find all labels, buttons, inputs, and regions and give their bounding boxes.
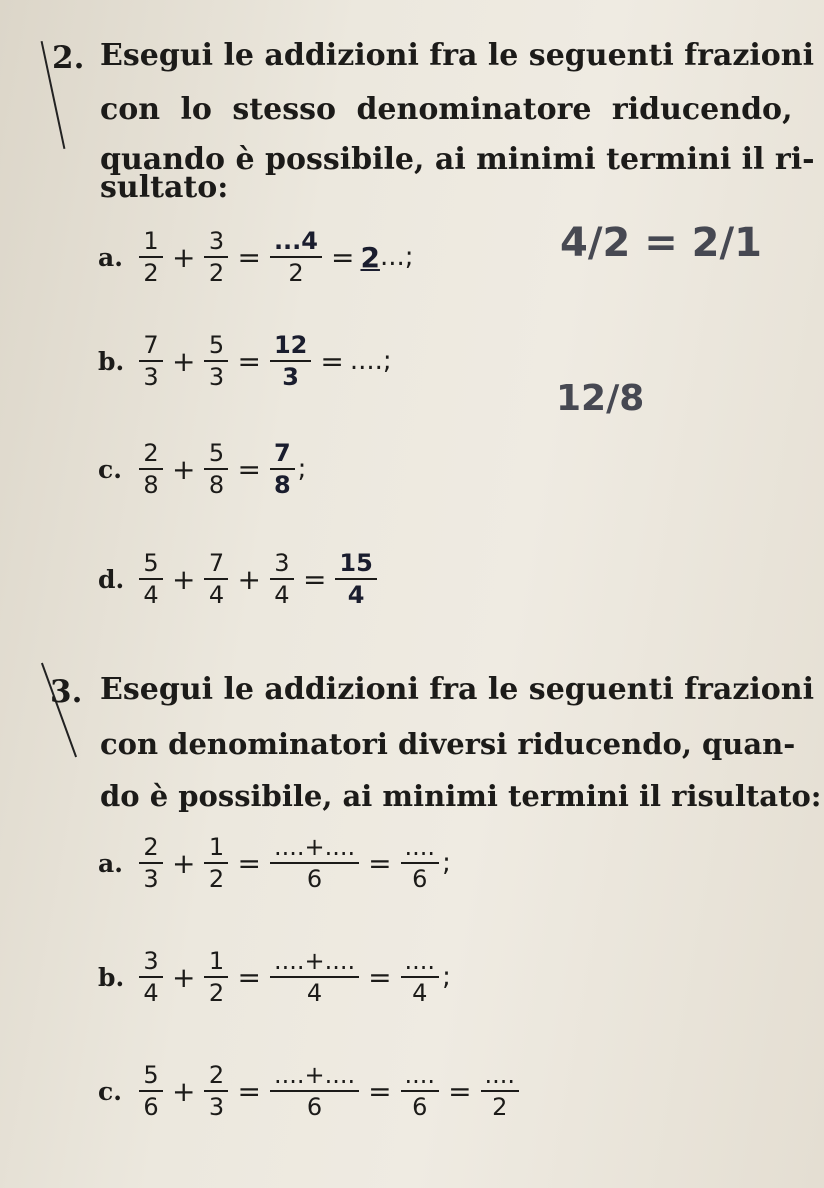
exercise-3-line-3: do è possibile, ai minimi termini il risultato: (100, 779, 822, 813)
fraction: $\frac{2}{3}$ (204, 1060, 228, 1122)
exercise-2-item-b: b. $\frac{7}{3}$ + $\frac{5}{3}$ = $\frac{12}{3}$ = ....; (98, 331, 392, 391)
exercise-3-item-b: b. $\frac{3}{4}$ + $\frac{1}{2}$ = $\frac{....+....}{4}$ = $\frac{....}{4}$ ; (98, 947, 451, 1007)
exercise-2-line-3: quando è possibile, ai minimi termini il ri- (100, 142, 815, 177)
item-label: d. (98, 564, 125, 594)
fraction: $\frac{2}{3}$ (139, 832, 163, 894)
answer-fraction[interactable]: $\frac{....}{6}$ (401, 832, 440, 894)
exercise-3-item-c: c. $\frac{5}{6}$ + $\frac{2}{3}$ = $\frac{....+....}{6}$ = $\frac{....}{6}$ = $\frac{....}{2}$ (98, 1060, 522, 1122)
exercise-2-item-d: d. $\frac{5}{4}$ + $\frac{7}{4}$ + $\frac{3}{4}$ = $\frac{15}{4}$ (98, 548, 380, 610)
fraction: $\frac{5}{3}$ (204, 330, 228, 392)
exercise-2-line-4: sultato: (100, 170, 229, 205)
answer-fraction[interactable]: $\frac{....}{2}$ (481, 1060, 520, 1122)
answer-blank[interactable]: ....; (349, 346, 392, 376)
item-label: c. (98, 454, 122, 484)
answer-fraction[interactable]: $\frac{12}{3}$ (270, 330, 311, 392)
fraction: $\frac{3}{4}$ (270, 548, 294, 610)
item-label: b. (98, 346, 125, 376)
item-label: c. (98, 1076, 122, 1106)
fraction: $\frac{1}{2}$ (204, 946, 228, 1008)
answer-fraction[interactable]: $\frac{....}{6}$ (401, 1060, 440, 1122)
exercise-3-item-a: a. $\frac{2}{3}$ + $\frac{1}{2}$ = $\frac{....+....}{6}$ = $\frac{....}{6}$ ; (98, 833, 451, 893)
answer-fraction[interactable]: $\frac{....+....}{4}$ (270, 946, 359, 1008)
fraction: $\frac{5}{6}$ (139, 1060, 163, 1122)
exercise-2-line-2: con lo stesso denominatore riducendo, (100, 92, 793, 127)
answer-fraction[interactable]: $\frac{7}{8}$ (270, 438, 295, 500)
item-label: a. (98, 242, 123, 272)
fraction: $\frac{7}{4}$ (204, 548, 228, 610)
margin-scribble: 12/8 (556, 378, 645, 419)
handwritten-answer[interactable]: 2 (360, 240, 380, 274)
fraction: $\frac{3}{4}$ (139, 946, 163, 1008)
exercise-3-line-2: con denominatori diversi riducendo, quan- (100, 727, 796, 761)
answer-fraction[interactable]: $\frac{....}{4}$ (401, 946, 440, 1008)
fraction: $\frac{5}{8}$ (204, 438, 228, 500)
exercise-2-item-c: c. $\frac{2}{8}$ + $\frac{5}{8}$ = $\frac{7}{8}$ ; (98, 439, 307, 499)
item-label: a. (98, 848, 123, 878)
exercise-2-line-1: Esegui le addizioni fra le seguenti frazioni (100, 38, 814, 73)
answer-fraction[interactable]: $\frac{....+....}{6}$ (270, 832, 359, 894)
margin-scribble: 4/2 = 2/1 (560, 220, 762, 266)
fraction: $\frac{3}{2}$ (204, 226, 228, 288)
fraction: $\frac{2}{8}$ (139, 438, 163, 500)
fraction: $\frac{1}{2}$ (139, 226, 163, 288)
exercise-3-line-1: Esegui le addizioni fra le seguenti frazioni (100, 672, 814, 707)
item-label: b. (98, 962, 125, 992)
fraction: $\frac{5}{4}$ (139, 548, 163, 610)
answer-fraction[interactable]: $\frac{...4}{2}$ (270, 226, 322, 288)
answer-fraction[interactable]: $\frac{....+....}{6}$ (270, 1060, 359, 1122)
exercise-2-item-a: a. $\frac{1}{2}$ + $\frac{3}{2}$ = $\frac{...4}{2}$ = 2 ...; (98, 227, 414, 287)
exercise-2-number: 2. (52, 40, 85, 76)
exercise-3-number: 3. (50, 674, 83, 710)
fraction: $\frac{7}{3}$ (139, 330, 163, 392)
answer-fraction[interactable]: $\frac{15}{4}$ (335, 548, 376, 610)
fraction: $\frac{1}{2}$ (204, 832, 228, 894)
